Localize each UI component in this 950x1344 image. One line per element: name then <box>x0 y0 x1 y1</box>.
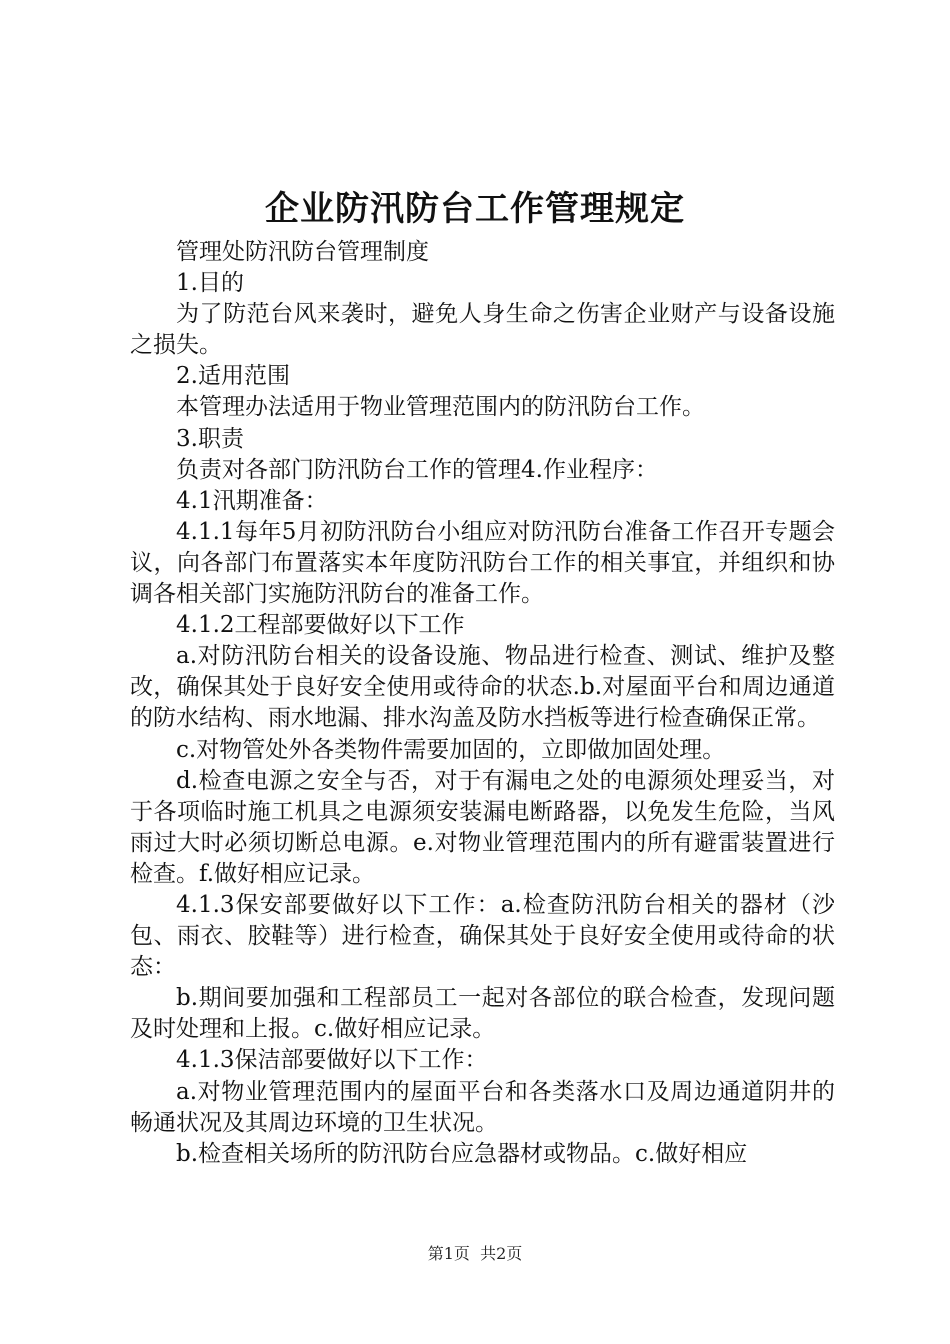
paragraph: a.对防汛防台相关的设备设施、物品进行检查、测试、维护及整改，确保其处于良好安全使用或待命的状态.b.对屋面平台和周边通道的防水结构、雨水地漏、排水沟盖及防水挡板等进行检查确保正常。 <box>130 643 835 732</box>
paragraph: a.对物业管理范围内的屋面平台和各类落水口及周边通道阴井的畅通状况及其周边环境的卫生状况。 <box>130 1078 835 1136</box>
page-number-label: 第1页 共2页 <box>427 1244 523 1263</box>
paragraph: 3.职责 <box>176 425 244 452</box>
paragraph: 4.1.3保洁部要做好以下工作： <box>176 1047 488 1074</box>
page-footer <box>0 1243 950 1265</box>
paragraph: c.对物管处外各类物件需要加固的，立即做加固处理。 <box>176 736 726 763</box>
paragraph: b.期间要加强和工程部员工一起对各部位的联合检查，发现问题及时处理和上报。c.做好相应记录。 <box>130 985 835 1043</box>
paragraph: 4.1.3保安部要做好以下工作：a.检查防汛防台相关的器材（沙包、雨衣、胶鞋等）进行检查，确保其处于良好安全使用或待命的状态： <box>130 891 835 981</box>
paragraph: d.检查电源之安全与否，对于有漏电之处的电源须处理妥当，对于各项临时施工机具之电源须安装漏电断路器，以免发生危险，当风雨过大时必须切断总电源。e.对物业管理范围内的所有避雷装置进行检查。f.做好相应记录。 <box>130 767 835 887</box>
paragraph: b.检查相关场所的防汛防台应急器材或物品。c.做好相应 <box>176 1140 748 1167</box>
paragraph: 本管理办法适用于物业管理范围内的防汛防台工作。 <box>176 394 705 421</box>
paragraph: 负责对各部门防汛防台工作的管理4.作业程序： <box>176 456 658 483</box>
paragraph: 管理处防汛防台管理制度 <box>176 239 429 265</box>
paragraph: 4.1.1每年5月初防汛防台小组应对防汛防台准备工作召开专题会议，向各部门布置落实本年度防汛防台工作的相关事宜，并组织和协调各相关部门实施防汛防台的准备工作。 <box>130 518 835 608</box>
paragraph: 4.1.2工程部要做好以下工作 <box>176 612 465 639</box>
document-title: 企业防汛防台工作管理规定 <box>265 189 685 229</box>
paragraph: 4.1汛期准备： <box>176 487 328 514</box>
paragraph: 2.适用范围 <box>176 363 290 390</box>
paragraph: 1.目的 <box>176 270 244 297</box>
paragraph: 为了防范台风来袭时，避免人身生命之伤害企业财产与设备设施之损失。 <box>130 301 835 359</box>
document-body <box>130 237 835 1170</box>
